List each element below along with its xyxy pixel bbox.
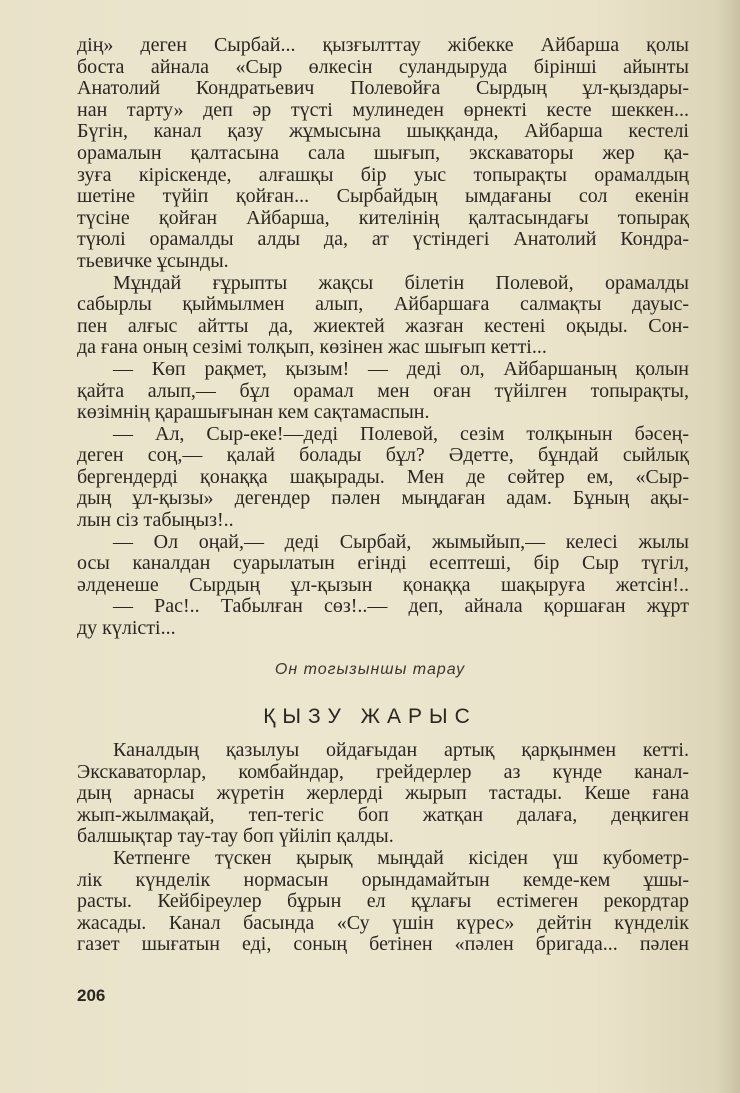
text-line: көзімнің қарашығынан кем сақтамаспын. <box>77 401 430 424</box>
text-line: дің» деген Сырбай... қызғылттау жібекке Айбарша қолы <box>77 34 689 56</box>
text-line: осы каналдан суарылатын егінді есептеші, бір Сыр түгіл, <box>77 552 689 575</box>
text-line: Мұндай ғұрыпты жақсы білетін Полевой, орамалды <box>113 271 689 294</box>
text-line: да ғана оның сезімі толқып, көзінен жас шығып кетті... <box>77 336 547 359</box>
text-line: пен алғыс айтты да, жиектей жазған кестені оқыды. Сон- <box>77 314 689 337</box>
chapter-title: ҚЫЗУ ЖАРЫС <box>263 705 477 728</box>
text-line: — Рас!.. Табылған сөз!..— деп, айнала қоршаған жұрт <box>113 595 689 618</box>
text-line: деген соң,— қалай болады бұл? Әдетте, бұндай сыйлық <box>77 444 689 467</box>
text-line: — Ал, Сыр-еке!—деді Полевой, сезім толқынын бәсең- <box>113 422 689 445</box>
text-line: Бүгін, канал қазу жұмысына шыққанда, Айбарша кестелі <box>77 120 689 143</box>
text-line: түюлі орамалды алды да, ат үстіндегі Анатолий Кондра- <box>77 228 689 251</box>
text-line: ду күлісті... <box>77 617 176 640</box>
text-line: Кетпенге түскен қырық мыңдай кісіден үш кубометр- <box>113 846 689 869</box>
text-line: боста айнала «Сыр өлкесін суландыруда бірінші айынты <box>77 55 689 78</box>
body-text-top <box>77 35 689 640</box>
text-line: дың ұл-қызы» дегендер пәлен мыңдаған адам. Бұның ақы- <box>77 487 689 510</box>
text-line: лын сіз табыңыз!.. <box>77 509 234 532</box>
text-line: нан тарту» деп әр түсті мулинеден өрнекті кесте шеккен... <box>77 98 689 121</box>
text-line: орамалын қалтасына сала шығып, экскаваторы жер қа- <box>77 141 689 164</box>
text-line: тьевичке ұсынды. <box>77 249 229 272</box>
text-line: жасады. Канал басында «Су үшін күрес» дейтін күнделік <box>77 911 689 934</box>
text-line: қайта алып,— бұл орамал мен оған түйілген топырақты, <box>77 379 689 402</box>
text-line: газет шығатын еді, соның бетінен «пәлен бригада... пәлен <box>77 933 689 956</box>
text-line: Анатолий Кондратьевич Полевойға Сырдың ұл-қыздары- <box>77 77 689 100</box>
text-line: түсіне қойған Айбарша, кителінің қалтасындағы топырақ <box>77 206 689 229</box>
text-line: зуға кірiскенде, алғашқы бір уыс топырақты орамалдың <box>77 163 689 186</box>
text-line: жып-жылмақай, теп-тегіс боп жатқан далаға, деңкиген <box>77 803 689 826</box>
text-line: әлденеше Сырдың ұл-қызын қонаққа шақыруға жетсін!.. <box>77 573 689 596</box>
text-line: балшықтар тау-тау боп үйіліп қалды. <box>77 825 394 848</box>
text-line: — Ол оңай,— деді Сырбай, жымыйып,— келесі жылы <box>113 530 689 553</box>
chapter-number: Он тогызыншы тарау <box>274 661 466 678</box>
text-line: шетіне түйіп қойған... Сырбайдың ымдағаны сол екенін <box>77 185 689 208</box>
page-number: 206 <box>77 986 106 1005</box>
text-line: — Көп рақмет, қызым! — деді ол, Айбаршаның қолын <box>113 357 689 380</box>
text-line: сабырлы қыймылмен алып, Айбаршаға салмақты дауыс- <box>77 293 689 316</box>
text-line: расты. Кейбіреулер бұрын ел құлағы естімеген рекордтар <box>77 890 689 913</box>
text-line: бергендерді қонаққа шақырады. Мен де сөйтер ем, «Сыр- <box>77 465 689 488</box>
text-line: лік күнделік нормасын орындамайтын кемде-кем ұшы- <box>77 868 689 891</box>
text-line: Экскаваторлар, комбайндар, грейдерлер аз күнде канал- <box>77 760 689 783</box>
body-text-bottom <box>77 740 689 956</box>
text-line: дың арнасы жүретін жерлерді жырып тастады. Кеше ғана <box>77 782 689 805</box>
text-line: Каналдың қазылуы ойдағыдан артық қарқынмен кетті. <box>113 739 689 761</box>
